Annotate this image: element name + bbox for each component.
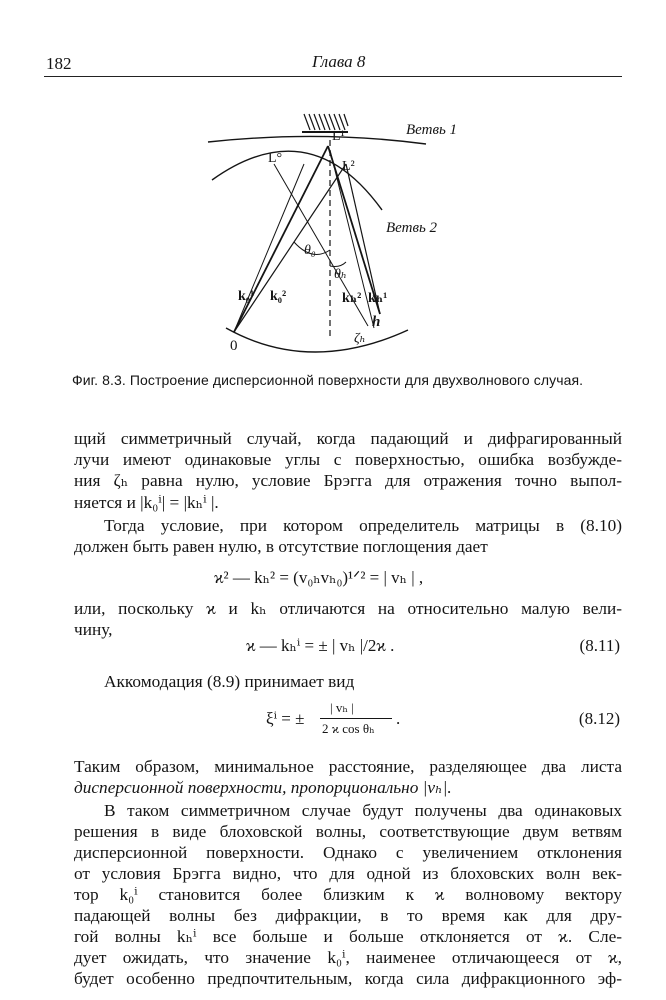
label-kh-1: kₕ¹: [368, 291, 388, 306]
branch-1-curve: [208, 136, 426, 144]
equation-8-12-numerator: | vₕ |: [330, 700, 354, 715]
label-k0-2: k₀²: [270, 289, 287, 304]
label-L0: L°: [268, 151, 283, 166]
body-line: ния ζₕ равна нулю, условие Брэгга для отражения точно выпол-: [74, 471, 622, 490]
surface-hatch: [304, 114, 348, 130]
body-line: В таком симметричном случае будут получены два одинаковых: [104, 801, 622, 820]
body-line: дует ожидать, что значение k₀ⁱ, наименее отличающееся от ϰ,: [74, 948, 622, 967]
figure-caption: Фиг. 8.3. Построение дисперсионной поверхности для двухволнового случая.: [72, 372, 584, 388]
body-line: или, поскольку ϰ и kₕ отличаются на относительно малую вели-: [74, 599, 622, 618]
line-origin-L0: [234, 164, 304, 332]
label-k0-1: k₀¹: [238, 289, 255, 304]
dispersion-surface-figure: [190, 100, 458, 360]
fraction-bar: [320, 718, 392, 719]
body-line: от условия Брэгга видно, что для одной из блоховских волн век-: [74, 864, 622, 883]
label-thetah: θₕ: [334, 267, 347, 282]
body-line: решения в виде блоховской волны, соответствующие двум ветвям: [74, 822, 622, 841]
body-line: падающей волны без дифракции, в то время как для дру-: [74, 906, 622, 925]
body-line: чину,: [74, 620, 113, 639]
body-line: Тогда условие, при котором определитель матрицы в (8.10): [104, 516, 622, 535]
body-line: щий симметричный случай, когда падающий и дифрагированный: [74, 429, 622, 448]
body-line: должен быть равен нулю, в отсутствие поглощения дает: [74, 537, 488, 556]
body-line: тор k₀ⁱ становится более близким к ϰ волновому вектору: [74, 885, 622, 904]
equation-8-12-denominator: 2 ϰ cos θₕ: [322, 721, 375, 736]
equation-number-8-11: (8.11): [579, 636, 620, 655]
label-theta0: θ₀: [304, 243, 316, 258]
body-line: Аккомодация (8.9) принимает вид: [104, 672, 355, 691]
header-rule: [44, 76, 622, 77]
label-branch1: Ветвь 1: [406, 122, 458, 138]
label-kh-2: kₕ²: [342, 291, 362, 306]
label-branch2: Ветвь 2: [386, 220, 438, 236]
equation-period: .: [396, 709, 401, 728]
body-line: Таким образом, минимальное расстояние, разделяющее два листа: [74, 757, 622, 776]
label-L2: L²: [342, 159, 355, 174]
vector-k0-2: [234, 164, 346, 332]
label-origin: 0: [230, 338, 238, 354]
equation-1: ϰ² — kₕ² = (v₀ₕvₕ₀)¹ᐟ² = | vₕ | ,: [214, 568, 424, 587]
vector-k0-1: [234, 146, 328, 332]
running-head: Глава 8: [312, 52, 366, 71]
label-zeta: ζₕ: [354, 331, 366, 346]
body-line: дисперсионной поверхности. Однако с увеличением отклонения: [74, 843, 622, 862]
body-line: няется и |k₀ⁱ| = |kₕⁱ |.: [74, 493, 219, 512]
body-line: лучи имеют одинаковые углы с поверхностью, ошибка возбужде-: [74, 450, 622, 469]
equation-8-11: ϰ — kₕⁱ = ± | vₕ |/2ϰ .: [246, 636, 395, 655]
body-line: гой волны kₕⁱ все больше и больше отклоняется от ϰ. Сле-: [74, 927, 622, 946]
base-arc: [226, 328, 408, 352]
body-line: будет особенно предпочтительным, когда сила дифракционного эф-: [74, 969, 622, 988]
equation-number-8-12: (8.12): [578, 709, 620, 728]
equation-8-12-lhs: ξⁱ = ±: [266, 709, 305, 728]
body-line: дисперсионной поверхности, пропорционально |vₕ|.: [74, 778, 452, 797]
label-h: h: [372, 314, 381, 330]
page-number: 182: [46, 54, 72, 73]
label-L1: L¹: [332, 129, 345, 144]
